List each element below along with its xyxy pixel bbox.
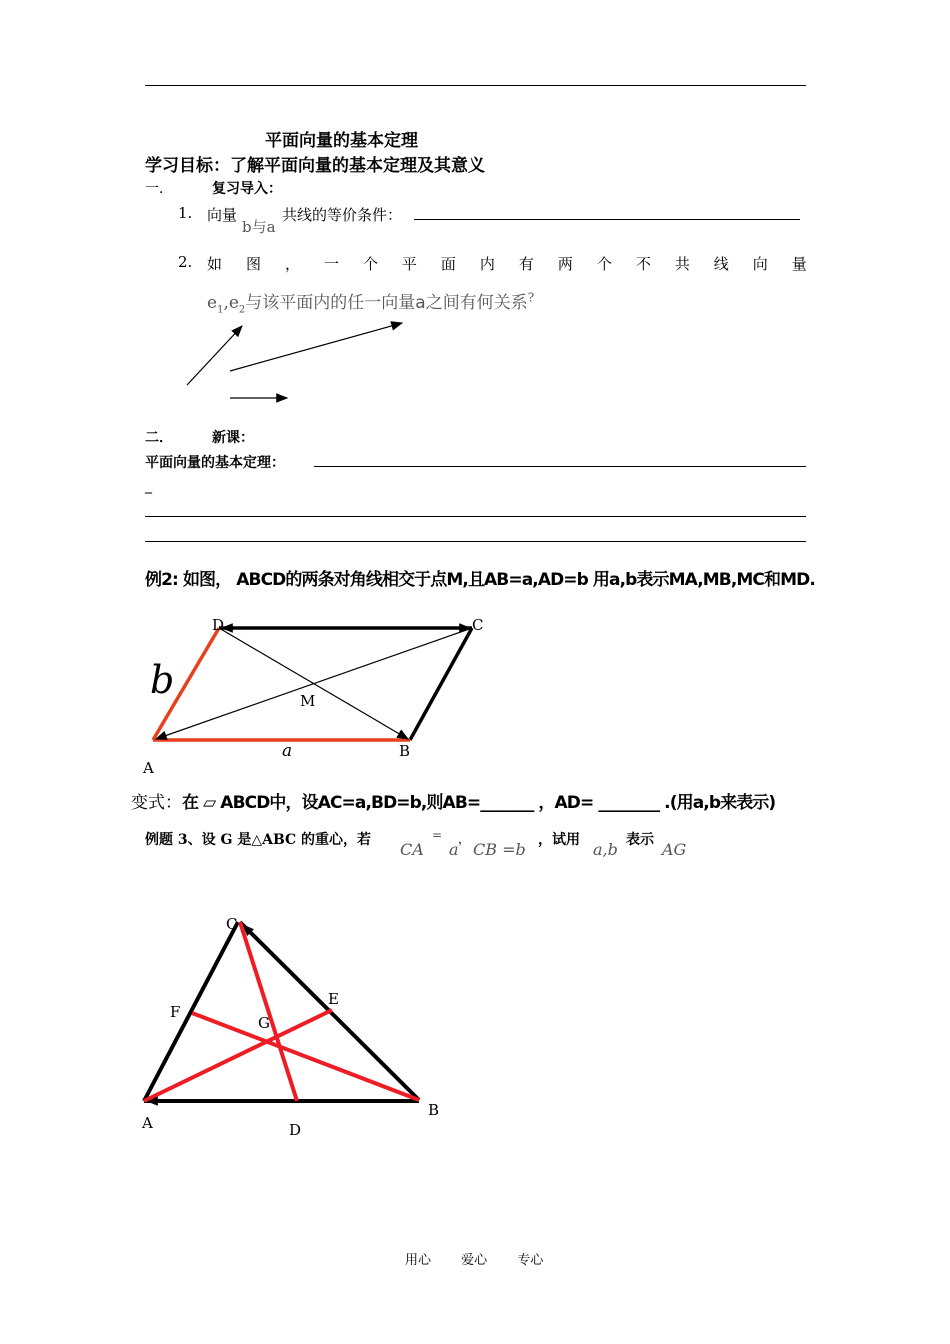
item2-char: 一 [323,255,339,273]
footer [405,1249,543,1268]
label-C: C [472,616,484,634]
example3-CA: CA [400,840,424,859]
label-B: B [399,742,411,760]
example3-equals: = [432,828,443,842]
footer-item: 用心 [405,1253,432,1268]
item2-char: 内 [479,255,495,273]
item2-char: 共 [674,255,690,273]
variant-body: 在 ▱ ABCD中，设AC=a,BD=b,则AB=_______ ，AD= ________ .(用a,b来表示) [182,793,776,813]
item2-char: 两 [557,255,573,273]
section2-number: 二． [145,430,173,446]
label-tri-E: E [328,990,339,1008]
page-title: 平面向量的基本定理 [265,131,418,151]
label-tri-G: G [258,1014,270,1032]
item2-char: 面 [440,255,456,273]
item2-number: 2. [178,253,193,271]
item2-char: 量 [791,255,807,273]
item2-char: 图 [245,255,261,273]
label-tri-D: D [289,1121,302,1139]
label-A: A [143,759,154,777]
label-b: b [150,658,175,702]
label-tri-C: C [226,915,238,933]
question-mark: ? [527,290,535,305]
comma: , [223,293,229,313]
theorem-label: 平面向量的基本定理： [145,455,285,471]
e1-sub: 1 [217,304,224,316]
theorem-dash: _ [145,478,152,494]
e2-sub: 2 [238,304,246,316]
example3-comma: ， [458,832,471,846]
relation-question: 与该平面内的任一向量a之间有何关系 [245,293,528,313]
item2-char: 向 [752,255,768,273]
item2-char: 平 [401,255,417,273]
item1-post: 共线的等价条件： [282,206,403,224]
example3-prefix: 例题 3、设 G 是△ABC 的重心，若 [145,832,372,848]
section1-label: 复习导入： [212,181,282,197]
item2-char: ， [284,255,300,273]
variant-prefix: 变式： [131,793,182,813]
footer-item: 爱心 [461,1253,488,1268]
item2-char: 有 [518,255,534,273]
example3-ab: a,b [593,840,618,859]
median-BF [192,1013,419,1100]
label-a: a [282,741,293,761]
example2-question: 例2: 如图， ABCD的两条对角线相交于点M,且AB=a,AD=b 用a,b表示MA,MB,MC和MD. [145,570,815,590]
item2-char: 个 [596,255,612,273]
side-AC [144,922,238,1101]
footer-item: 专心 [517,1253,544,1268]
learning-objective: 学习目标：了解平面向量的基本定理及其意义 [145,156,485,176]
e1: e [207,293,218,313]
item1-pre: 向量 [207,206,238,224]
label-tri-F: F [170,1003,181,1021]
item1-number: 1. [178,204,193,222]
example3-a: a [449,840,459,859]
example3-CB: CB =b [473,840,526,859]
e2: e [228,293,239,313]
example3-express: 表示 [626,832,654,848]
item2-char: 个 [362,255,378,273]
label-tri-A: A [142,1114,153,1132]
example3-AG: AG [662,840,687,859]
label-M: M [300,692,316,710]
item1-vectors: b与a [242,218,276,236]
item2-char: 不 [635,255,651,273]
example3-try: ，试用 [538,832,580,848]
item2-char: 如 [207,255,223,273]
label-tri-B: B [428,1101,440,1119]
label-D: D [212,616,225,634]
item2-char: 线 [713,255,729,273]
section2-label: 新课： [212,430,254,446]
section1-number: 一． [145,181,173,197]
